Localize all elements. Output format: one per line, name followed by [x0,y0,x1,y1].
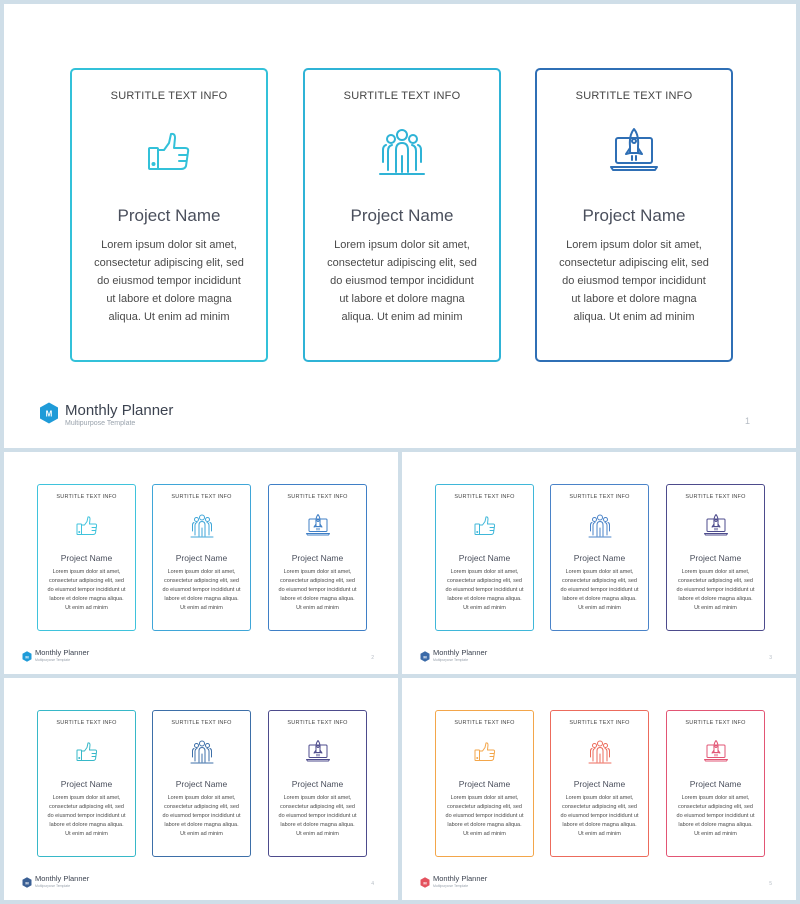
card-body: Lorem ipsum dolor sit amet, consectetur adipiscing elit, sed do eiusmod tempor incididunt ut labore et dolore magna aliqua. Ut enim ad minim [676,569,755,611]
card-2 [550,710,649,857]
slide-1[interactable] [4,4,796,448]
card-subtitle: SURTITLE TEXT INFO [171,494,232,500]
card-title: Project Name [350,206,454,225]
card-title: Project Name [291,779,344,789]
card-subtitle: SURTITLE TEXT INFO [454,720,515,726]
svg-text:M: M [423,654,427,660]
thumbs-up-icon [74,513,100,539]
card-title: Project Name [458,779,511,789]
laptop-rocket-icon [305,739,331,765]
laptop-rocket-icon [703,513,729,539]
hexagon-logo-icon [39,402,59,424]
card-subtitle: SURTITLE TEXT INFO [110,90,228,102]
card-title: Project Name [573,779,626,789]
svg-text:M: M [423,880,427,886]
brand [420,875,487,888]
brand-subtitle: Multipurpose Template [35,657,71,662]
laptop-rocket-icon [305,513,331,539]
card-body: Lorem ipsum dolor sit amet, consectetur adipiscing elit, sed do eiusmod tempor incididunt ut labore et dolore magna aliqua. Ut enim ad minim [560,569,639,611]
card-subtitle: SURTITLE TEXT INFO [171,720,232,726]
card-body: Lorem ipsum dolor sit amet, consectetur adipiscing elit, sed do eiusmod tempor incididunt ut labore et dolore magna aliqua. Ut enim ad minim [327,239,477,323]
thumbs-up-icon [143,126,195,178]
card-1 [37,484,136,631]
card-body: Lorem ipsum dolor sit amet, consectetur adipiscing elit, sed do eiusmod tempor incididunt ut labore et dolore magna aliqua. Ut enim ad minim [162,569,241,611]
slide-3[interactable] [402,452,796,674]
card-2 [303,68,501,362]
brand-subtitle: Multipurpose Template [35,883,71,888]
card-3 [666,710,765,857]
card-subtitle: SURTITLE TEXT INFO [454,494,515,500]
thumbs-up-icon [74,739,100,765]
card-3 [268,710,367,857]
card-2 [152,710,251,857]
team-icon [189,739,215,765]
hexagon-logo-icon [22,649,32,660]
team-icon [189,513,215,539]
card-subtitle: SURTITLE TEXT INFO [56,720,117,726]
card-title: Project Name [689,553,742,563]
card-body: Lorem ipsum dolor sit amet, consectetur adipiscing elit, sed do eiusmod tempor incididunt ut labore et dolore magna aliqua. Ut enim ad minim [278,569,357,611]
card-title: Project Name [458,553,511,563]
team-icon [587,739,613,765]
card-body: Lorem ipsum dolor sit amet, consectetur adipiscing elit, sed do eiusmod tempor incididunt ut labore et dolore magna aliqua. Ut enim ad minim [559,239,709,323]
card-body: Lorem ipsum dolor sit amet, consectetur adipiscing elit, sed do eiusmod tempor incididunt ut labore et dolore magna aliqua. Ut enim ad minim [445,795,524,837]
card-title: Project Name [689,779,742,789]
card-2 [550,484,649,631]
card-title: Project Name [60,779,113,789]
card-subtitle: SURTITLE TEXT INFO [575,90,693,102]
card-subtitle: SURTITLE TEXT INFO [287,720,348,726]
card-subtitle: SURTITLE TEXT INFO [56,494,117,500]
brand-title: Monthly Planner [433,648,488,657]
thumbs-up-icon [472,739,498,765]
svg-text:M: M [45,409,53,419]
card-subtitle: SURTITLE TEXT INFO [569,720,630,726]
svg-text:M: M [25,654,29,660]
brand-title: Monthly Planner [35,648,90,657]
laptop-rocket-icon [608,126,660,178]
brand-subtitle: Multipurpose Template [433,883,469,888]
card-3 [268,484,367,631]
card-subtitle: SURTITLE TEXT INFO [685,720,746,726]
card-1 [435,484,534,631]
brand-subtitle: Multipurpose Template [65,420,136,427]
card-body: Lorem ipsum dolor sit amet, consectetur adipiscing elit, sed do eiusmod tempor incididunt ut labore et dolore magna aliqua. Ut enim ad minim [47,569,126,611]
card-title: Project Name [117,206,221,225]
card-title: Project Name [60,553,113,563]
card-3 [535,68,733,362]
card-body: Lorem ipsum dolor sit amet, consectetur adipiscing elit, sed do eiusmod tempor incididunt ut labore et dolore magna aliqua. Ut enim ad minim [560,795,639,837]
card-body: Lorem ipsum dolor sit amet, consectetur adipiscing elit, sed do eiusmod tempor incididunt ut labore et dolore magna aliqua. Ut enim ad minim [676,795,755,837]
card-2 [152,484,251,631]
card-subtitle: SURTITLE TEXT INFO [343,90,461,102]
card-body: Lorem ipsum dolor sit amet, consectetur adipiscing elit, sed do eiusmod tempor incididunt ut labore et dolore magna aliqua. Ut enim ad minim [47,795,126,837]
card-title: Project Name [291,553,344,563]
card-subtitle: SURTITLE TEXT INFO [569,494,630,500]
slide-5[interactable] [402,678,796,900]
thumbs-up-icon [472,513,498,539]
brand-subtitle: Multipurpose Template [433,657,469,662]
slide-4[interactable] [4,678,398,900]
card-body: Lorem ipsum dolor sit amet, consectetur adipiscing elit, sed do eiusmod tempor incididunt ut labore et dolore magna aliqua. Ut enim ad minim [94,239,244,323]
card-1 [435,710,534,857]
card-body: Lorem ipsum dolor sit amet, consectetur adipiscing elit, sed do eiusmod tempor incididunt ut labore et dolore magna aliqua. Ut enim ad minim [278,795,357,837]
card-1 [70,68,268,362]
team-icon [376,126,428,178]
brand-title: Monthly Planner [65,402,174,419]
card-title: Project Name [175,779,228,789]
page-number: 5 [769,881,772,887]
card-title: Project Name [582,206,686,225]
brand [22,875,89,888]
card-3 [666,484,765,631]
brand [22,649,89,662]
card-title: Project Name [573,553,626,563]
team-icon [587,513,613,539]
page-number: 2 [371,655,374,661]
card-subtitle: SURTITLE TEXT INFO [287,494,348,500]
slide-2[interactable] [4,452,398,674]
hexagon-logo-icon [420,875,430,886]
card-title: Project Name [175,553,228,563]
card-body: Lorem ipsum dolor sit amet, consectetur adipiscing elit, sed do eiusmod tempor incididunt ut labore et dolore magna aliqua. Ut enim ad minim [445,569,524,611]
svg-text:M: M [25,880,29,886]
page-number: 1 [744,416,750,426]
page-number: 4 [371,881,374,887]
card-1 [37,710,136,857]
brand [420,649,487,662]
hexagon-logo-icon [22,875,32,886]
card-body: Lorem ipsum dolor sit amet, consectetur adipiscing elit, sed do eiusmod tempor incididunt ut labore et dolore magna aliqua. Ut enim ad minim [162,795,241,837]
brand-title: Monthly Planner [35,874,90,883]
card-subtitle: SURTITLE TEXT INFO [685,494,746,500]
brand-title: Monthly Planner [433,874,488,883]
laptop-rocket-icon [703,739,729,765]
page-number: 3 [769,655,772,661]
hexagon-logo-icon [420,649,430,660]
brand [39,402,173,428]
